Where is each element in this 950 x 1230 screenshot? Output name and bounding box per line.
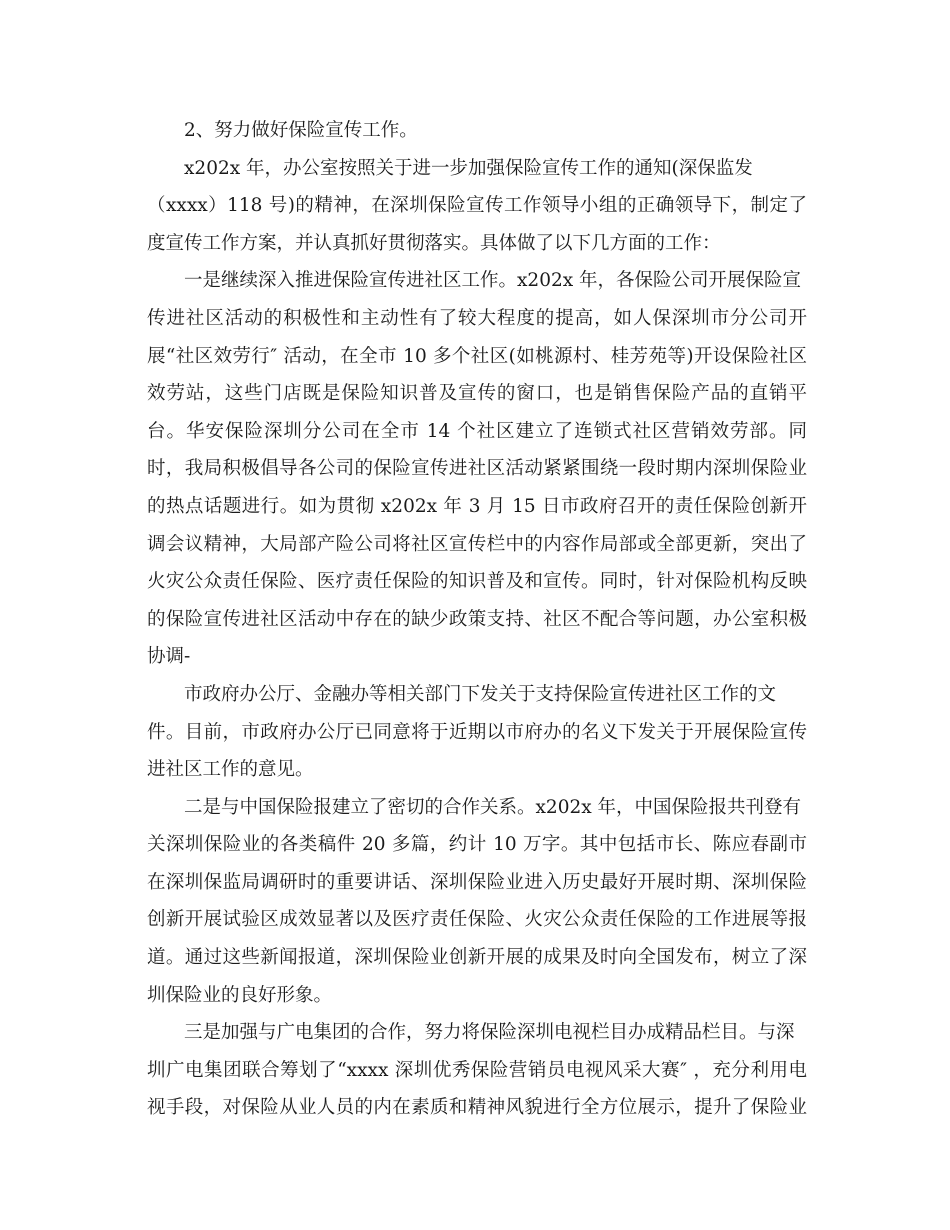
text-line: x202x 年，办公室按照关于进一步加强保险宣传工作的通知(深保监发 (184, 157, 753, 179)
document-body (147, 112, 807, 1127)
text-line: 圳广电集团联合筹划了“xxxx 深圳优秀保险营销员电视风采大赛″ ，充分利用电 (147, 1059, 807, 1081)
text-line: 在深圳保监局调研时的重要讲话、深圳保险业进入历史最好开展时期、深圳保险 (147, 871, 807, 893)
text-line: （xxxx）118 号)的精神，在深圳保险宣传工作领导小组的正确领导下，制定了 (147, 195, 807, 217)
text-line: 视手段，对保险从业人员的内在素质和精神风貌进行全方位展示，提升了保险业 (147, 1097, 807, 1119)
section-heading: 2、努力做好保险宣传工作。 (184, 120, 418, 141)
text-line: 创新开展试验区成效显著以及医疗责任保险、火灾公众责任保险的工作进展等报 (147, 909, 807, 931)
text-line: 三是加强与广电集团的合作，努力将保险深圳电视栏目办成精品栏目。与深 (184, 1022, 795, 1044)
text-line: 效劳站，这些门店既是保险知识普及宣传的窗口，也是销售保险产品的直销平 (147, 383, 807, 405)
text-line: 市政府办公厅、金融办等相关部门下发关于支持保险宣传进社区工作的文 (184, 683, 777, 705)
text-line: 展“社区效劳行″ 活动，在全市 10 多个社区(如桃源村、桂芳苑等)开设保险社区 (147, 345, 807, 367)
text-line: 道。通过这些新闻报道，深圳保险业创新开展的成果及时向全国发布，树立了深 (147, 947, 807, 969)
text-line: 传进社区活动的积极性和主动性有了较大程度的提高，如人保深圳市分公司开 (147, 307, 807, 329)
text-line: 圳保险业的良好形象。 (147, 984, 333, 1006)
text-line: 火灾公众责任保险、医疗责任保险的知识普及和宣传。同时，针对保险机构反映 (147, 571, 807, 593)
text-line: 台。华安保险深圳分公司在全市 14 个社区建立了连锁式社区营销效劳部。同 (147, 420, 807, 442)
text-line: 的热点话题进行。如为贯彻 x202x 年 3 月 15 日市政府召开的责任保险创新开 (147, 495, 807, 517)
text-line: 关深圳保险业的各类稿件 20 多篇，约计 10 万字。其中包括市长、陈应春副市 (147, 834, 807, 856)
text-line: 协调- (147, 646, 191, 668)
text-line: 时，我局积极倡导各公司的保险宣传进社区活动紧紧围绕一段时期内深圳保险业 (147, 458, 807, 480)
text-line: 一是继续深入推进保险宣传进社区工作。x202x 年，各保险公司开展保险宣 (184, 270, 802, 292)
text-line: 的保险宣传进社区活动中存在的缺少政策支持、社区不配合等问题，办公室积极 (147, 608, 807, 630)
text-line: 进社区工作的意见。 (147, 759, 314, 781)
text-line: 二是与中国保险报建立了密切的合作关系。x202x 年，中国保险报共刊登有 (184, 796, 802, 818)
text-line: 调会议精神，大局部产险公司将社区宣传栏中的内容作局部或全部更新，突出了 (147, 533, 807, 555)
text-line: 件。目前，市政府办公厅已同意将于近期以市府办的名义下发关于开展保险宣传 (147, 721, 807, 743)
text-line: 度宣传工作方案，并认真抓好贯彻落实。具体做了以下几方面的工作： (147, 232, 721, 254)
